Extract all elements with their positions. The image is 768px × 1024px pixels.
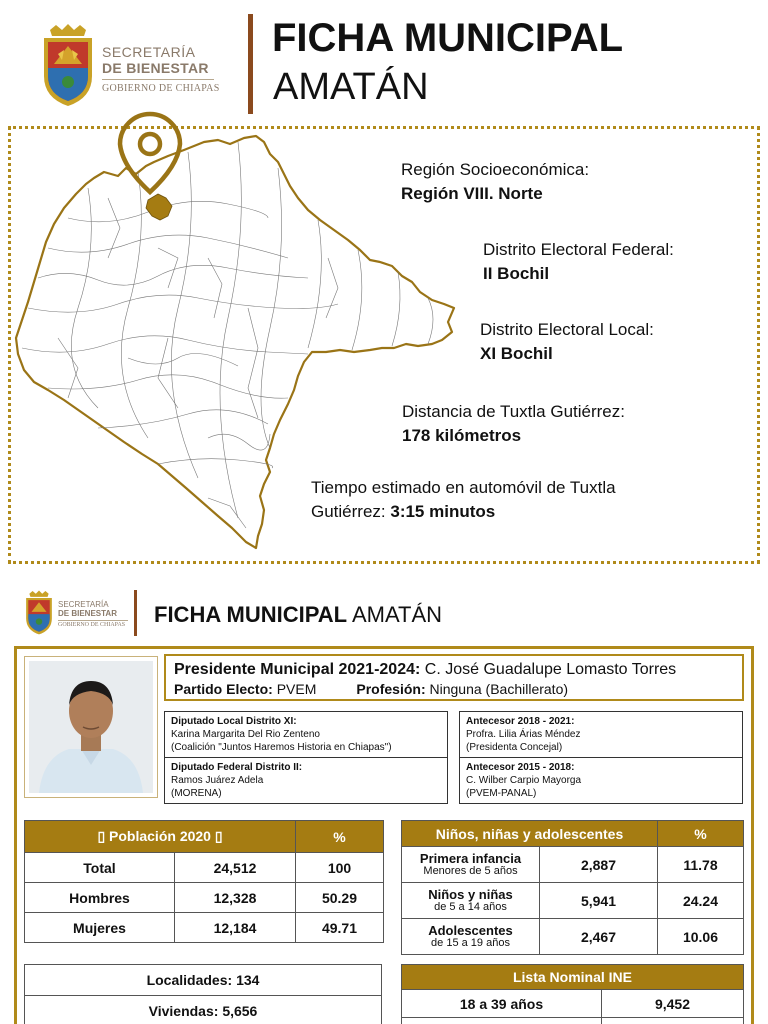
children-header: Niños, niñas y adolescentes	[402, 821, 658, 847]
counts-table	[24, 964, 382, 1024]
local-district-value: XI Bochil	[480, 344, 553, 363]
table-row	[25, 996, 382, 1024]
population-label: Total	[25, 853, 175, 883]
table-row	[402, 847, 744, 883]
children-label: Niños y niñas	[428, 887, 513, 902]
predecessor-1-party: (Presidenta Concejal)	[466, 742, 563, 753]
population-label: Mujeres	[25, 913, 175, 943]
president-name: C. José Guadalupe Lomasto Torres	[424, 661, 677, 678]
homes-value: 5,656	[222, 1003, 258, 1019]
ine-header: Lista Nominal INE	[402, 965, 744, 990]
brand-small-line-1: SECRETARÍA	[58, 600, 109, 609]
federal-district-label: Distrito Electoral Federal:	[483, 240, 674, 259]
brand-line-3: GOBIERNO DE CHIAPAS	[102, 83, 220, 94]
president-box	[164, 654, 744, 701]
header-accent-bar	[248, 14, 253, 114]
region-info	[401, 158, 589, 206]
population-pct: 49.71	[296, 913, 384, 943]
localities-value: 134	[236, 972, 260, 988]
population-table	[24, 820, 384, 943]
brand-line-2: DE BIENESTAR	[102, 60, 209, 76]
president-photo-frame	[24, 656, 158, 798]
children-pct: 10.06	[658, 919, 744, 955]
table-row	[25, 965, 382, 996]
local-deputy-title: Diputado Local Distrito XI:	[171, 716, 297, 727]
predecessor-2-name: C. Wilber Carpio Mayorga	[466, 775, 582, 786]
section-title	[154, 602, 442, 628]
children-pct: 11.78	[658, 847, 744, 883]
header2-accent-bar	[134, 590, 137, 636]
brand-divider	[102, 79, 214, 80]
population-value: 12,184	[175, 913, 296, 943]
population-value: 12,328	[175, 883, 296, 913]
local-district-info	[480, 318, 654, 366]
predecessor-1-name: Profra. Lilia Árias Méndez	[466, 729, 581, 740]
federal-district-value: II Bochil	[483, 264, 550, 283]
population-pct: 100	[296, 853, 384, 883]
predecessor-2-party: (PVEM-PANAL)	[466, 788, 537, 799]
table-row	[402, 919, 744, 955]
population-header-label: Población 2020	[109, 828, 211, 844]
region-label: Región Socioeconómica:	[401, 160, 590, 179]
section-title-strong: FICHA MUNICIPAL	[154, 602, 348, 627]
local-deputy-box	[164, 711, 448, 758]
local-deputy-name: Karina Margarita Del Rio Zenteno	[171, 729, 320, 740]
population-label: Hombres	[25, 883, 175, 913]
population-pct-header: %	[296, 821, 384, 853]
table-row	[402, 1018, 744, 1024]
distance-info	[402, 400, 625, 448]
section-municipality: AMATÁN	[352, 602, 443, 627]
table-row	[25, 883, 384, 913]
table-row	[25, 853, 384, 883]
travel-time-label-1: Tiempo estimado en automóvil de Tuxtla	[311, 478, 616, 497]
population-pct: 50.29	[296, 883, 384, 913]
children-value: 2,467	[540, 919, 658, 955]
table-row	[25, 913, 384, 943]
predecessor-2-box	[459, 757, 743, 804]
predecessor-1-title: Antecesor 2018 - 2021:	[466, 716, 575, 727]
children-label: Primera infancia	[419, 851, 522, 866]
profession-label: Profesión:	[356, 681, 426, 697]
children-label: Adolescentes	[428, 923, 513, 938]
distance-value: 178 kilómetros	[402, 426, 522, 445]
children-sublabel: de 15 a 19 años	[431, 937, 510, 949]
brand-block-small	[58, 600, 128, 628]
ine-row-label: 18 a 39 años	[402, 990, 602, 1018]
federal-district-info	[483, 238, 674, 286]
population-header: ▯ Población 2020 ▯	[25, 821, 296, 853]
chiapas-coat-of-arms-small-logo	[24, 590, 54, 636]
brand-block	[102, 44, 222, 94]
predecessor-2-title: Antecesor 2015 - 2018:	[466, 762, 575, 773]
homes-label: Viviendas:	[148, 1003, 219, 1019]
federal-deputy-name: Ramos Juárez Adela	[171, 775, 264, 786]
travel-time-label-2: Gutiérrez:	[311, 502, 391, 521]
travel-time-value: 3:15 minutos	[390, 502, 496, 521]
children-sublabel: Menores de 5 años	[423, 865, 518, 877]
profession-value: Ninguna (Bachillerato)	[429, 681, 569, 697]
region-value: Región VIII. Norte	[401, 184, 543, 203]
children-table	[401, 820, 744, 955]
children-value: 5,941	[540, 883, 658, 919]
brand-line-1: SECRETARÍA	[102, 44, 196, 60]
chiapas-coat-of-arms-logo	[40, 24, 96, 108]
children-value: 2,887	[540, 847, 658, 883]
page-title: FICHA MUNICIPAL	[272, 16, 624, 60]
ine-row-value: 9,452	[602, 990, 744, 1018]
local-deputy-party: (Coalición "Juntos Haremos Historia en Chiapas")	[171, 742, 392, 753]
party-value: PVEM	[276, 681, 317, 697]
federal-deputy-box	[164, 757, 448, 804]
ine-table	[401, 964, 744, 1024]
children-sublabel: de 5 a 14 años	[434, 901, 507, 913]
table-row	[402, 990, 744, 1018]
distance-label: Distancia de Tuxtla Gutiérrez:	[402, 402, 625, 421]
president-label: Presidente Municipal 2021-2024:	[174, 661, 421, 678]
party-label: Partido Electo:	[174, 681, 273, 697]
federal-deputy-title: Diputado Federal Distrito II:	[171, 762, 303, 773]
brand-small-line-2: DE BIENESTAR	[58, 609, 117, 618]
municipality-name: AMATÁN	[273, 66, 429, 108]
children-pct-header: %	[658, 821, 744, 847]
federal-deputy-party: (MORENA)	[171, 788, 222, 799]
localities-label: Localidades:	[146, 972, 233, 988]
brand-small-line-3: GOBIERNO DE CHIAPAS	[58, 620, 128, 628]
population-value: 24,512	[175, 853, 296, 883]
predecessor-1-box	[459, 711, 743, 758]
travel-time-info	[311, 476, 616, 524]
table-row	[402, 883, 744, 919]
local-district-label: Distrito Electoral Local:	[480, 320, 654, 339]
children-pct: 24.24	[658, 883, 744, 919]
president-photo	[29, 661, 153, 793]
